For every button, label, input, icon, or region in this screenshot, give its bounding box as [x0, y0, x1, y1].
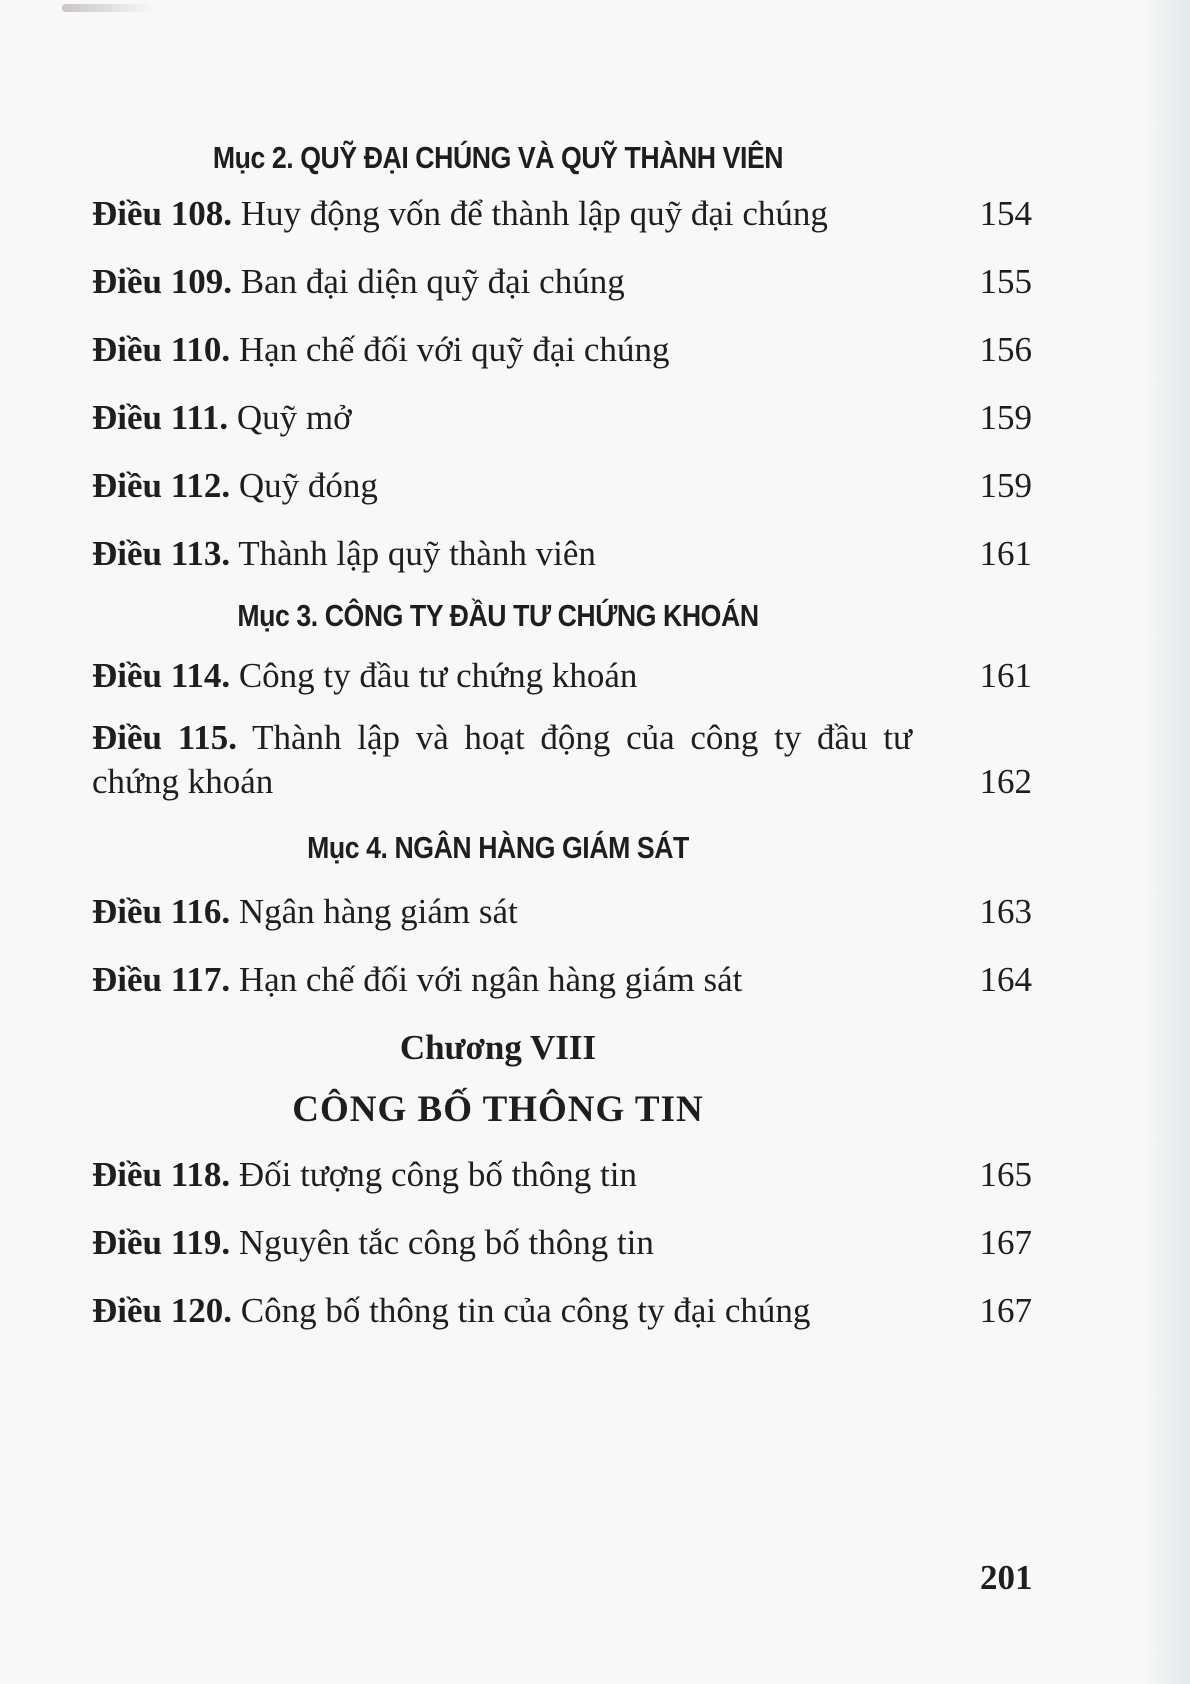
table-of-contents: [92, 140, 1032, 1333]
entry-page-number: 154: [979, 194, 1032, 233]
entry-title: Nguyên tắc công bố thông tin: [238, 1223, 654, 1262]
toc-entry-117: [92, 958, 1032, 1002]
entry-title: Quỹ đóng: [238, 466, 378, 505]
entry-title: Công ty đầu tư chứng khoán: [238, 656, 638, 695]
entry-label: Điều 112.: [92, 466, 231, 505]
chapter-title: CÔNG BỐ THÔNG TIN: [292, 1089, 704, 1130]
entry-title: Đối tượng công bố thông tin: [238, 1155, 637, 1194]
entry-title: Ban đại diện quỹ đại chúng: [240, 262, 625, 301]
entry-page-number: 159: [979, 398, 1032, 437]
entry-page-number: 164: [979, 960, 1032, 999]
entry-page-number: 159: [979, 466, 1032, 505]
section-heading-muc-4: Mục 4. NGÂN HÀNG GIÁM SÁT: [307, 830, 689, 865]
entry-title: Công bố thông tin của công ty đại chúng: [240, 1291, 811, 1330]
toc-entry-114: [92, 654, 1032, 698]
entry-page-number: 165: [979, 1155, 1032, 1194]
section-heading-muc-2: Mục 2. QUỸ ĐẠI CHÚNG VÀ QUỸ THÀNH VIÊN: [212, 140, 784, 175]
entry-page-number: 161: [979, 534, 1032, 573]
entry-title: Ngân hàng giám sát: [238, 892, 518, 931]
entry-title: Thành lập và hoạt động của công ty đầu tư chứng khoán: [92, 718, 912, 801]
entry-label: Điều 108.: [92, 194, 232, 233]
entry-page-number: 167: [979, 1291, 1032, 1330]
entry-title: Huy động vốn để thành lập quỹ đại chúng: [240, 194, 828, 233]
entry-label: Điều 118.: [92, 1155, 231, 1194]
entry-label: Điều 114.: [92, 656, 231, 695]
entry-page-number: 161: [979, 656, 1032, 695]
section-heading-muc-3: Mục 3. CÔNG TY ĐẦU TƯ CHỨNG KHOÁN: [237, 598, 759, 633]
entry-title: Thành lập quỹ thành viên: [238, 534, 596, 573]
toc-entry-109: [92, 260, 1032, 304]
entry-page-number: 155: [979, 262, 1032, 301]
toc-entry-119: [92, 1221, 1032, 1265]
entry-label: Điều 109.: [92, 262, 232, 301]
toc-entry-118: [92, 1153, 1032, 1197]
entry-label: Điều 116.: [92, 892, 231, 931]
toc-entry-108: [92, 192, 1032, 236]
toc-entry-115: [92, 716, 1032, 804]
toc-entry-111: [92, 396, 1032, 440]
entry-label: Điều 110.: [92, 330, 231, 369]
entry-label: Điều 120.: [92, 1291, 232, 1330]
toc-entry-116: [92, 890, 1032, 934]
entry-label: Điều 115.: [92, 718, 238, 757]
entry-page-number: 162: [979, 762, 1032, 801]
entry-label: Điều 113.: [92, 534, 231, 573]
toc-entry-113: [92, 532, 1032, 576]
toc-entry-110: [92, 328, 1032, 372]
toc-entry-112: [92, 464, 1032, 508]
page-folio-number: 201: [980, 1558, 1033, 1597]
page-edge-shadow: [1146, 0, 1190, 1684]
scan-mark: [62, 4, 152, 12]
entry-page-number: 167: [979, 1223, 1032, 1262]
entry-page-number: 156: [979, 330, 1032, 369]
entry-title: Hạn chế đối với quỹ đại chúng: [238, 330, 670, 369]
entry-label: Điều 119.: [92, 1223, 231, 1262]
entry-page-number: 163: [979, 892, 1032, 931]
chapter-number: Chương VIII: [399, 1028, 597, 1067]
entry-title: Hạn chế đối với ngân hàng giám sát: [238, 960, 743, 999]
entry-title: Quỹ mở: [236, 398, 352, 437]
toc-entry-120: [92, 1289, 1032, 1333]
entry-label: Điều 111.: [92, 398, 229, 437]
entry-label: Điều 117.: [92, 960, 231, 999]
